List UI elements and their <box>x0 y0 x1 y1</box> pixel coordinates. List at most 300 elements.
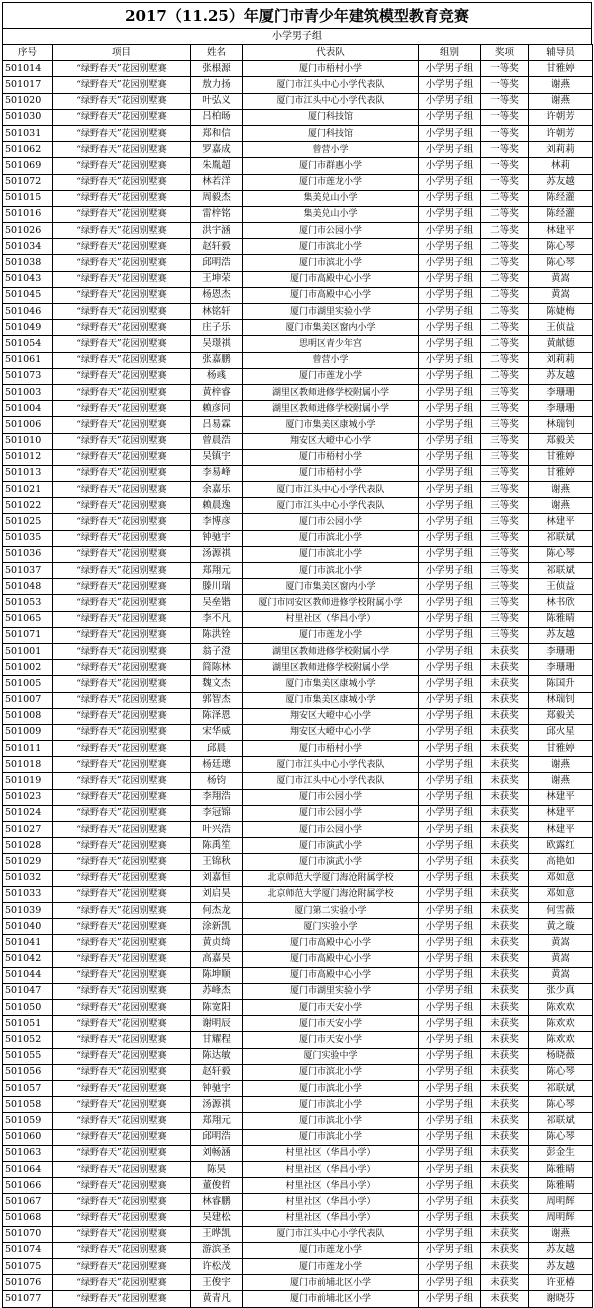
cell-col-group: 小学男子组 <box>419 109 481 125</box>
cell-col-award: 三等奖 <box>481 384 529 400</box>
cell-col-event: “绿野春天”花园别墅赛 <box>53 287 191 303</box>
cell-col-event: “绿野春天”花园别墅赛 <box>53 643 191 659</box>
cell-col-event: “绿野春天”花园别墅赛 <box>53 255 191 271</box>
cell-col-serial: 501071 <box>3 627 53 643</box>
cell-col-name: 吕柏旸 <box>191 109 243 125</box>
table-row <box>3 708 593 724</box>
cell-col-serial: 501027 <box>3 822 53 838</box>
cell-col-serial: 501048 <box>3 579 53 595</box>
cell-col-team: 厦门市滨北小学 <box>243 1064 419 1080</box>
cell-col-team: 厦门市滨北小学 <box>243 530 419 546</box>
cell-col-group: 小学男子组 <box>419 1048 481 1064</box>
cell-col-coach: 谢燕 <box>529 93 593 109</box>
cell-col-group: 小学男子组 <box>419 1291 481 1307</box>
cell-col-team: 厦门市江头中心小学代表队 <box>243 1226 419 1242</box>
cell-col-event: “绿野春天”花园别墅赛 <box>53 822 191 838</box>
cell-col-event: “绿野春天”花园别墅赛 <box>53 61 191 77</box>
cell-col-name: 陈达敏 <box>191 1048 243 1064</box>
table-row <box>3 498 593 514</box>
cell-col-coach: 陈国升 <box>529 676 593 692</box>
cell-col-award: 一等奖 <box>481 109 529 125</box>
header-col-award: 奖项 <box>481 45 529 61</box>
cell-col-serial: 501011 <box>3 741 53 757</box>
cell-col-name: 郑翔元 <box>191 563 243 579</box>
cell-col-team: 厦门市滨北小学 <box>243 1081 419 1097</box>
cell-col-serial: 501064 <box>3 1161 53 1177</box>
cell-col-group: 小学男子组 <box>419 692 481 708</box>
cell-col-name: 汤源祺 <box>191 546 243 562</box>
cell-col-name: 林睿鹏 <box>191 1194 243 1210</box>
cell-col-award: 未获奖 <box>481 886 529 902</box>
table-row <box>3 579 593 595</box>
cell-col-team: 厦门市公园小学 <box>243 514 419 530</box>
cell-col-coach: 周明辉 <box>529 1194 593 1210</box>
cell-col-award: 一等奖 <box>481 142 529 158</box>
table-row <box>3 1081 593 1097</box>
table-row <box>3 368 593 384</box>
cell-col-serial: 501037 <box>3 563 53 579</box>
cell-col-serial: 501063 <box>3 1145 53 1161</box>
table-row <box>3 951 593 967</box>
cell-col-coach: 黄嵩 <box>529 951 593 967</box>
cell-col-award: 二等奖 <box>481 287 529 303</box>
cell-col-serial: 501009 <box>3 724 53 740</box>
table-row <box>3 1048 593 1064</box>
cell-col-award: 未获奖 <box>481 1291 529 1307</box>
cell-col-serial: 501002 <box>3 660 53 676</box>
cell-col-coach: 周明辉 <box>529 1210 593 1226</box>
cell-col-serial: 501043 <box>3 271 53 287</box>
cell-col-group: 小学男子组 <box>419 643 481 659</box>
table-row <box>3 1275 593 1291</box>
cell-col-serial: 501077 <box>3 1291 53 1307</box>
cell-col-serial: 501026 <box>3 223 53 239</box>
cell-col-award: 一等奖 <box>481 61 529 77</box>
cell-col-coach: 陈经灌 <box>529 190 593 206</box>
cell-col-team: 厦门市江头中心小学代表队 <box>243 498 419 514</box>
cell-col-group: 小学男子组 <box>419 530 481 546</box>
cell-col-team: 集美兑山小学 <box>243 190 419 206</box>
cell-col-name: 吴璟祺 <box>191 336 243 352</box>
table-row <box>3 1000 593 1016</box>
cell-col-name: 吴建松 <box>191 1210 243 1226</box>
table-row <box>3 692 593 708</box>
cell-col-name: 刘畅涵 <box>191 1145 243 1161</box>
cell-col-name: 杨廷璁 <box>191 757 243 773</box>
cell-col-name: 陈禹笙 <box>191 838 243 854</box>
cell-col-group: 小学男子组 <box>419 190 481 206</box>
cell-col-coach: 陈欢欢 <box>529 1016 593 1032</box>
cell-col-serial: 501031 <box>3 125 53 141</box>
cell-col-serial: 501003 <box>3 384 53 400</box>
cell-col-serial: 501010 <box>3 433 53 449</box>
cell-col-group: 小学男子组 <box>419 935 481 951</box>
cell-col-coach: 谢燕 <box>529 773 593 789</box>
cell-col-name: 曾晨浩 <box>191 433 243 449</box>
table-row <box>3 239 593 255</box>
cell-col-coach: 邓如意 <box>529 870 593 886</box>
cell-col-group: 小学男子组 <box>419 336 481 352</box>
cell-col-event: “绿野春天”花园别墅赛 <box>53 190 191 206</box>
cell-col-group: 小学男子组 <box>419 142 481 158</box>
cell-col-team: 厦门市高殿中心小学 <box>243 951 419 967</box>
cell-col-event: “绿野春天”花园别墅赛 <box>53 1275 191 1291</box>
table-row <box>3 1178 593 1194</box>
cell-col-coach: 祁联斌 <box>529 530 593 546</box>
cell-col-serial: 501033 <box>3 886 53 902</box>
table-row <box>3 611 593 627</box>
table-row <box>3 563 593 579</box>
cell-col-event: “绿野春天”花园别墅赛 <box>53 919 191 935</box>
cell-col-award: 未获奖 <box>481 1161 529 1177</box>
cell-col-coach: 彭金生 <box>529 1145 593 1161</box>
cell-col-event: “绿野春天”花园别墅赛 <box>53 1064 191 1080</box>
cell-col-award: 未获奖 <box>481 660 529 676</box>
table-row <box>3 336 593 352</box>
cell-col-name: 吴垒锴 <box>191 595 243 611</box>
cell-col-name: 许松茂 <box>191 1259 243 1275</box>
cell-col-coach: 林建平 <box>529 822 593 838</box>
cell-col-group: 小学男子组 <box>419 174 481 190</box>
cell-col-event: “绿野春天”花园别墅赛 <box>53 611 191 627</box>
cell-col-serial: 501055 <box>3 1048 53 1064</box>
cell-col-group: 小学男子组 <box>419 158 481 174</box>
table-row <box>3 870 593 886</box>
cell-col-team: 厦门市群惠小学 <box>243 158 419 174</box>
cell-col-group: 小学男子组 <box>419 676 481 692</box>
cell-col-group: 小学男子组 <box>419 805 481 821</box>
cell-col-serial: 501025 <box>3 514 53 530</box>
cell-col-event: “绿野春天”花园别墅赛 <box>53 660 191 676</box>
table-row <box>3 1226 593 1242</box>
table-row <box>3 1210 593 1226</box>
cell-col-event: “绿野春天”花园别墅赛 <box>53 336 191 352</box>
cell-col-award: 一等奖 <box>481 174 529 190</box>
table-header-row <box>3 45 593 61</box>
cell-col-team: 厦门市高殿中心小学 <box>243 287 419 303</box>
cell-col-event: “绿野春天”花园别墅赛 <box>53 1259 191 1275</box>
table-row <box>3 158 593 174</box>
cell-col-coach: 陈心琴 <box>529 255 593 271</box>
cell-col-event: “绿野春天”花园别墅赛 <box>53 1194 191 1210</box>
cell-col-serial: 501028 <box>3 838 53 854</box>
cell-col-event: “绿野春天”花园别墅赛 <box>53 158 191 174</box>
cell-col-group: 小学男子组 <box>419 482 481 498</box>
table-row <box>3 1032 593 1048</box>
cell-col-event: “绿野春天”花园别墅赛 <box>53 676 191 692</box>
cell-col-team: 厦门市天安小学 <box>243 1000 419 1016</box>
cell-col-event: “绿野春天”花园别墅赛 <box>53 708 191 724</box>
cell-col-award: 未获奖 <box>481 1097 529 1113</box>
cell-col-coach: 林建平 <box>529 223 593 239</box>
cell-col-event: “绿野春天”花园别墅赛 <box>53 109 191 125</box>
cell-col-award: 未获奖 <box>481 1226 529 1242</box>
table-row <box>3 223 593 239</box>
table-row <box>3 854 593 870</box>
cell-col-coach: 陈心琴 <box>529 546 593 562</box>
cell-col-serial: 501018 <box>3 757 53 773</box>
cell-col-team: 厦门市天安小学 <box>243 1032 419 1048</box>
table-row <box>3 1161 593 1177</box>
cell-col-group: 小学男子组 <box>419 1242 481 1258</box>
cell-col-team: 厦门市同安区教师进修学校附属小学 <box>243 595 419 611</box>
cell-col-coach: 甘雅婷 <box>529 741 593 757</box>
cell-col-coach: 祁联斌 <box>529 563 593 579</box>
cell-col-group: 小学男子组 <box>419 595 481 611</box>
table-body <box>3 61 593 1307</box>
cell-col-event: “绿野春天”花园别墅赛 <box>53 433 191 449</box>
cell-col-event: “绿野春天”花园别墅赛 <box>53 773 191 789</box>
cell-col-coach: 黄献德 <box>529 336 593 352</box>
cell-col-serial: 501040 <box>3 919 53 935</box>
table-row <box>3 935 593 951</box>
cell-col-group: 小学男子组 <box>419 1097 481 1113</box>
table-row <box>3 304 593 320</box>
cell-col-serial: 501051 <box>3 1016 53 1032</box>
cell-col-team: 厦门市湖里实验小学 <box>243 983 419 999</box>
cell-col-serial: 501042 <box>3 951 53 967</box>
cell-col-award: 二等奖 <box>481 352 529 368</box>
cell-col-coach: 刘莉莉 <box>529 352 593 368</box>
cell-col-serial: 501036 <box>3 546 53 562</box>
table-row <box>3 206 593 222</box>
cell-col-group: 小学男子组 <box>419 465 481 481</box>
cell-col-name: 黄青凡 <box>191 1291 243 1307</box>
table-row <box>3 919 593 935</box>
cell-col-event: “绿野春天”花园别墅赛 <box>53 983 191 999</box>
cell-col-award: 未获奖 <box>481 919 529 935</box>
table-row <box>3 1259 593 1275</box>
group-title: 小学男子组 <box>2 28 592 44</box>
cell-col-group: 小学男子组 <box>419 1275 481 1291</box>
cell-col-group: 小学男子组 <box>419 1194 481 1210</box>
cell-col-team: 厦门市演武小学 <box>243 838 419 854</box>
cell-col-award: 二等奖 <box>481 368 529 384</box>
cell-col-team: 厦门市梧村小学 <box>243 449 419 465</box>
cell-col-name: 余嘉乐 <box>191 482 243 498</box>
cell-col-serial: 501065 <box>3 611 53 627</box>
cell-col-serial: 501016 <box>3 206 53 222</box>
cell-col-event: “绿野春天”花园别墅赛 <box>53 1161 191 1177</box>
cell-col-name: 李博彦 <box>191 514 243 530</box>
cell-col-name: 郑翔元 <box>191 1113 243 1129</box>
cell-col-coach: 林瑞钊 <box>529 692 593 708</box>
cell-col-award: 未获奖 <box>481 1113 529 1129</box>
table-row <box>3 109 593 125</box>
cell-col-group: 小学男子组 <box>419 611 481 627</box>
cell-col-name: 赖晨逸 <box>191 498 243 514</box>
cell-col-serial: 501045 <box>3 287 53 303</box>
cell-col-coach: 谢晓芬 <box>529 1291 593 1307</box>
cell-col-group: 小学男子组 <box>419 1113 481 1129</box>
cell-col-group: 小学男子组 <box>419 320 481 336</box>
cell-col-coach: 李珊珊 <box>529 401 593 417</box>
cell-col-team: 厦门市莲龙小学 <box>243 627 419 643</box>
cell-col-team: 湖里区教师进修学校附属小学 <box>243 643 419 659</box>
cell-col-award: 未获奖 <box>481 1210 529 1226</box>
cell-col-serial: 501008 <box>3 708 53 724</box>
cell-col-award: 未获奖 <box>481 967 529 983</box>
cell-col-coach: 谢燕 <box>529 77 593 93</box>
cell-col-event: “绿野春天”花园别墅赛 <box>53 579 191 595</box>
cell-col-serial: 501054 <box>3 336 53 352</box>
cell-col-team: 厦门市公园小学 <box>243 789 419 805</box>
cell-col-coach: 苏友越 <box>529 174 593 190</box>
cell-col-name: 李冠锦 <box>191 805 243 821</box>
cell-col-serial: 501022 <box>3 498 53 514</box>
cell-col-serial: 501015 <box>3 190 53 206</box>
cell-col-team: 厦门市莲龙小学 <box>243 368 419 384</box>
table-row <box>3 530 593 546</box>
cell-col-name: 王俊宇 <box>191 1275 243 1291</box>
table-row <box>3 384 593 400</box>
cell-col-group: 小学男子组 <box>419 449 481 465</box>
cell-col-coach: 甘雅婷 <box>529 61 593 77</box>
cell-col-event: “绿野春天”花园别墅赛 <box>53 1210 191 1226</box>
award-sheet <box>2 2 592 1308</box>
cell-col-team: 北京师范大学厦门海沧附属学校 <box>243 870 419 886</box>
table-row <box>3 805 593 821</box>
table-row <box>3 93 593 109</box>
cell-col-name: 陈昊 <box>191 1161 243 1177</box>
table-row <box>3 514 593 530</box>
cell-col-group: 小学男子组 <box>419 627 481 643</box>
cell-col-team: 厦门市高殿中心小学 <box>243 967 419 983</box>
cell-col-event: “绿野春天”花园别墅赛 <box>53 546 191 562</box>
cell-col-coach: 陈心琴 <box>529 239 593 255</box>
cell-col-team: 厦门市集美区康城小学 <box>243 417 419 433</box>
cell-col-coach: 陈欢欢 <box>529 1032 593 1048</box>
cell-col-name: 朱胤超 <box>191 158 243 174</box>
header-col-coach: 辅导员 <box>529 45 593 61</box>
cell-col-name: 庄子乐 <box>191 320 243 336</box>
cell-col-team: 翔安区大嶝中心小学 <box>243 724 419 740</box>
cell-col-event: “绿野春天”花园别墅赛 <box>53 482 191 498</box>
cell-col-group: 小学男子组 <box>419 368 481 384</box>
cell-col-serial: 501059 <box>3 1113 53 1129</box>
cell-col-coach: 林瑞钊 <box>529 417 593 433</box>
cell-col-coach: 郑毅关 <box>529 433 593 449</box>
cell-col-award: 未获奖 <box>481 983 529 999</box>
cell-col-award: 未获奖 <box>481 935 529 951</box>
cell-col-group: 小学男子组 <box>419 1064 481 1080</box>
cell-col-coach: 李珊珊 <box>529 660 593 676</box>
cell-col-event: “绿野春天”花园别墅赛 <box>53 1226 191 1242</box>
cell-col-serial: 501039 <box>3 902 53 918</box>
cell-col-coach: 黄嵩 <box>529 967 593 983</box>
cell-col-award: 三等奖 <box>481 595 529 611</box>
cell-col-team: 厦门市莲龙小学 <box>243 1242 419 1258</box>
cell-col-award: 三等奖 <box>481 401 529 417</box>
cell-col-serial: 501013 <box>3 465 53 481</box>
cell-col-name: 翁子澄 <box>191 643 243 659</box>
cell-col-team: 曾营小学 <box>243 352 419 368</box>
cell-col-serial: 501046 <box>3 304 53 320</box>
cell-col-award: 二等奖 <box>481 223 529 239</box>
cell-col-team: 厦门市前埔北区小学 <box>243 1291 419 1307</box>
table-row <box>3 433 593 449</box>
table-row <box>3 417 593 433</box>
cell-col-event: “绿野春天”花园别墅赛 <box>53 935 191 951</box>
cell-col-team: 厦门市天安小学 <box>243 1016 419 1032</box>
table-row <box>3 773 593 789</box>
cell-col-coach: 陈雅晴 <box>529 611 593 627</box>
cell-col-serial: 501019 <box>3 773 53 789</box>
cell-col-award: 二等奖 <box>481 336 529 352</box>
cell-col-group: 小学男子组 <box>419 352 481 368</box>
cell-col-award: 三等奖 <box>481 449 529 465</box>
cell-col-group: 小学男子组 <box>419 919 481 935</box>
cell-col-name: 陈坤顺 <box>191 967 243 983</box>
cell-col-award: 未获奖 <box>481 773 529 789</box>
cell-col-team: 厦门市滨北小学 <box>243 563 419 579</box>
cell-col-event: “绿野春天”花园别墅赛 <box>53 838 191 854</box>
cell-col-group: 小学男子组 <box>419 223 481 239</box>
cell-col-name: 李易峰 <box>191 465 243 481</box>
cell-col-award: 二等奖 <box>481 206 529 222</box>
cell-col-name: 邱明浩 <box>191 1129 243 1145</box>
cell-col-serial: 501041 <box>3 935 53 951</box>
cell-col-event: “绿野春天”花园别墅赛 <box>53 93 191 109</box>
cell-col-coach: 李珊珊 <box>529 384 593 400</box>
cell-col-name: 游滨圣 <box>191 1242 243 1258</box>
cell-col-award: 三等奖 <box>481 482 529 498</box>
cell-col-event: “绿野春天”花园别墅赛 <box>53 417 191 433</box>
table-row <box>3 789 593 805</box>
table-row <box>3 757 593 773</box>
cell-col-name: 杨恩杰 <box>191 287 243 303</box>
table-row <box>3 822 593 838</box>
cell-col-event: “绿野春天”花园别墅赛 <box>53 352 191 368</box>
cell-col-team: 厦门市集美区窗内小学 <box>243 320 419 336</box>
cell-col-team: 厦门市江头中心小学代表队 <box>243 773 419 789</box>
cell-col-group: 小学男子组 <box>419 983 481 999</box>
cell-col-group: 小学男子组 <box>419 757 481 773</box>
results-table <box>2 44 593 1308</box>
cell-col-team: 厦门市滨北小学 <box>243 1129 419 1145</box>
cell-col-name: 董俊哲 <box>191 1178 243 1194</box>
cell-col-name: 刘启昊 <box>191 886 243 902</box>
cell-col-event: “绿野春天”花园别墅赛 <box>53 854 191 870</box>
cell-col-event: “绿野春天”花园别墅赛 <box>53 886 191 902</box>
header-col-group: 组别 <box>419 45 481 61</box>
cell-col-award: 未获奖 <box>481 1194 529 1210</box>
cell-col-event: “绿野春天”花园别墅赛 <box>53 1178 191 1194</box>
cell-col-name: 钟驰宇 <box>191 1081 243 1097</box>
cell-col-serial: 501007 <box>3 692 53 708</box>
cell-col-event: “绿野春天”花园别墅赛 <box>53 401 191 417</box>
table-row <box>3 983 593 999</box>
table-row <box>3 1016 593 1032</box>
cell-col-event: “绿野春天”花园别墅赛 <box>53 1097 191 1113</box>
cell-col-coach: 黄嵩 <box>529 271 593 287</box>
cell-col-event: “绿野春天”花园别墅赛 <box>53 692 191 708</box>
table-row <box>3 660 593 676</box>
cell-col-team: 湖里区教师进修学校附属小学 <box>243 401 419 417</box>
cell-col-name: 郑和信 <box>191 125 243 141</box>
cell-col-name: 雷梓铭 <box>191 206 243 222</box>
table-row <box>3 724 593 740</box>
cell-col-serial: 501006 <box>3 417 53 433</box>
cell-col-team: 集美兑山小学 <box>243 206 419 222</box>
cell-col-serial: 501030 <box>3 109 53 125</box>
cell-col-group: 小学男子组 <box>419 304 481 320</box>
table-row <box>3 142 593 158</box>
table-row <box>3 627 593 643</box>
cell-col-event: “绿野春天”花园别墅赛 <box>53 223 191 239</box>
cell-col-event: “绿野春天”花园别墅赛 <box>53 967 191 983</box>
cell-col-event: “绿野春天”花园别墅赛 <box>53 206 191 222</box>
